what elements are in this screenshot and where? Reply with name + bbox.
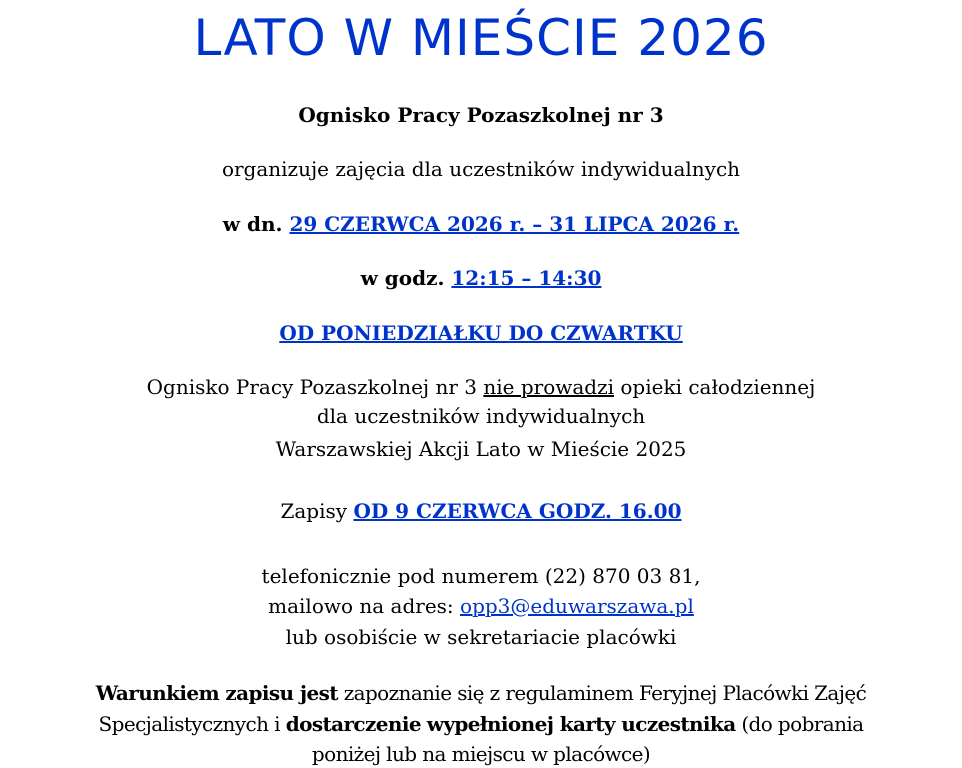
conditions-card: wypełnionej karty uczestnika — [426, 712, 736, 736]
care-type: opieki całodziennej — [620, 375, 816, 399]
dates-prefix: w dn. — [222, 212, 283, 236]
hours-line — [0, 265, 962, 291]
conditions-deliver: dostarczenie — [285, 712, 421, 736]
days-line: OD PONIEDZIAŁKU DO CZWARTKU — [279, 321, 683, 345]
signup-prefix: Zapisy — [280, 499, 348, 523]
care-line-3: Warszawskiej Akcji Lato w Mieście 2025 — [275, 437, 687, 461]
conditions-rules-cont: Specjalistycznych i — [98, 712, 280, 736]
hours-range: 12:15 – 14:30 — [451, 266, 602, 290]
signup-line — [0, 498, 962, 524]
email-link[interactable]: opp3@eduwarszawa.pl — [460, 594, 694, 618]
hours-prefix: w godz. — [360, 266, 445, 290]
organizer-heading: Ognisko Pracy Pozaszkolnej nr 3 — [298, 103, 664, 127]
conditions-line-3: poniżej lub na miejscu w placówce) — [311, 742, 651, 766]
care-line-2: dla uczestników indywidualnych — [316, 404, 646, 428]
signup-date: OD 9 CZERWCA GODZ. 16.00 — [353, 499, 682, 523]
dates-range: 29 CZERWCA 2026 r. – 31 LIPCA 2026 r. — [289, 212, 740, 236]
contact-in-person: lub osobiście w sekretariacie placówki — [285, 625, 677, 649]
conditions-lead: Warunkiem zapisu jest — [95, 681, 338, 705]
conditions-line-1 — [0, 680, 962, 706]
contact-email-line — [0, 593, 962, 619]
conditions-rules: zapoznanie się z regulaminem Feryjnej Placówki Zajęć — [343, 681, 867, 705]
contact-phone: telefonicznie pod numerem (22) 870 03 81, — [261, 564, 701, 588]
care-negation: nie prowadzi — [483, 375, 615, 399]
organizes-text: organizuje zajęcia dla uczestników indywidualnych — [221, 157, 741, 181]
care-line-1 — [0, 374, 962, 400]
dates-line — [0, 211, 962, 237]
page-title: LATO W MIEŚCIE 2026 — [193, 9, 769, 67]
care-organizer: Ognisko Pracy Pozaszkolnej nr 3 — [146, 375, 477, 399]
conditions-line-2 — [0, 711, 962, 737]
contact-email-prefix: mailowo na adres: — [268, 594, 454, 618]
conditions-download: (do pobrania — [741, 712, 864, 736]
